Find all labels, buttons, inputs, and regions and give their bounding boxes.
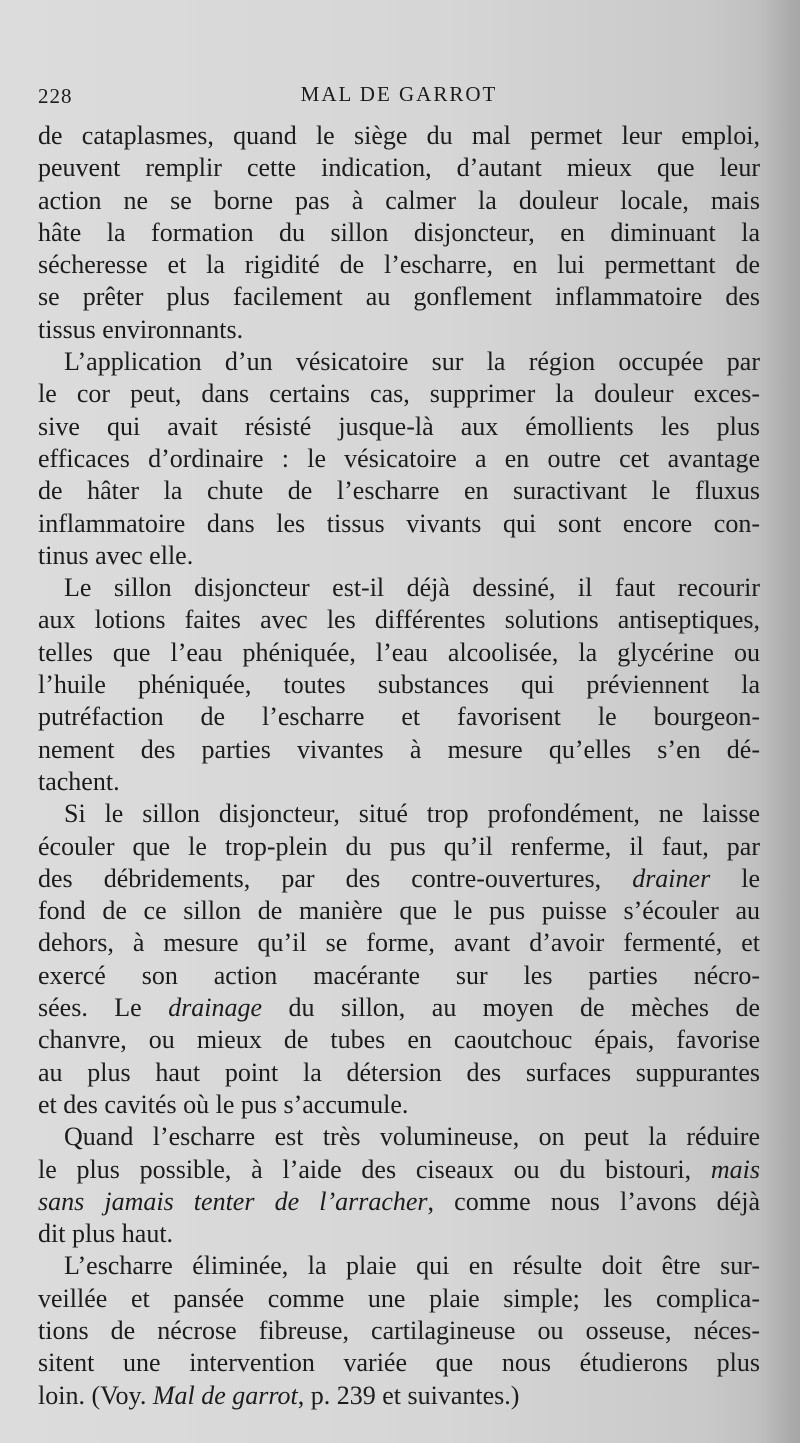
text-line: au plus haut point la détersion des surfaces suppurantes [38,1057,760,1087]
text-line: fond de ce sillon de manière que le pus puisse s’écouler au [38,896,760,926]
italic-term: drainer [632,863,711,893]
text-line: Si le sillon disjoncteur, situé trop profondément, ne laisse [64,799,760,829]
text-run: loin. (Voy. [38,1380,153,1410]
text-line: exercé son action macérante sur les parties nécro- [38,960,760,990]
text-run: , comme nous l’avons déjà [427,1186,760,1216]
text-line: chanvre, ou mieux de tubes en caoutchouc épais, favorise [38,1025,760,1055]
paragraph-1 [38,120,760,346]
text-line [38,1380,760,1412]
text-line: de hâter la chute de l’escharre en suractivant le fluxus [38,476,760,506]
italic-phrase: sans jamais tenter de l’arracher [38,1186,428,1216]
text-line: action ne se borne pas à calmer la douleur locale, mais [38,185,760,215]
text-line: sitent une intervention variée que nous étudierons plus [38,1348,760,1378]
italic-term: Mal de garrot [152,1380,298,1410]
paragraph-2 [38,346,760,572]
text-line: l’huile phéniquée, toutes substances qui préviennent la [38,670,760,700]
paragraph-5 [38,1121,760,1250]
paragraph-4 [38,798,760,1121]
page-number: 228 [38,84,73,108]
text-line: veillée et pansée comme une plaie simple; les complica- [38,1283,760,1313]
text-line: le cor peut, dans certains cas, supprimer la douleur exces- [38,379,760,409]
text-line: tions de nécrose fibreuse, cartilagineuse ou osseuse, néces- [38,1315,760,1345]
text-line [38,1154,760,1186]
text-line: tinus avec elle. [38,540,194,570]
text-line: Quand l’escharre est très volumineuse, on peut la réduire [64,1122,760,1152]
text-line: Le sillon disjoncteur est-il déjà dessiné, il faut recourir [64,573,760,603]
text-run: , p. 239 et suivantes.) [297,1380,520,1410]
text-line [38,863,760,895]
text-line: dehors, à mesure qu’il se forme, avant d’avoir fermenté, et [38,928,760,958]
text-line: sive qui avait résisté jusque-là aux émollients les plus [38,411,760,441]
text-line: telles que l’eau phéniquée, l’eau alcoolisée, la glycérine ou [38,637,760,667]
text-line: sécheresse et la rigidité de l’escharre, en lui permettant de [38,250,760,280]
italic-term: mais [710,1154,760,1184]
page-header [38,82,760,112]
text-line: L’escharre éliminée, la plaie qui en résulte doit être sur- [64,1251,760,1281]
italic-term: drainage [168,993,263,1023]
text-line: efficaces d’ordinaire : le vésicatoire a en outre cet avantage [38,443,760,473]
text-line: de cataplasmes, quand le siège du mal permet leur emploi, [38,121,760,150]
text-line: nement des parties vivantes à mesure qu’elles s’en dé- [38,734,760,764]
text-line: dit plus haut. [38,1219,174,1249]
text-line: inflammatoire dans les tissus vivants qui sont encore con- [38,508,760,538]
text-run: sées. Le [38,993,169,1023]
text-line: se prêter plus facilement au gonflement inflammatoire des [38,282,760,312]
text-line: écouler que le trop-plein du pus qu’il renferme, il faut, par [38,831,760,861]
text-line: tachent. [38,766,120,796]
text-line: putréfaction de l’escharre et favorisent le bourgeon- [38,702,760,732]
paragraph-3 [38,572,760,798]
text-line: et des cavités où le pus s’accumule. [38,1089,409,1119]
body-text [38,120,760,1412]
text-run: des débridements, par des contre-ouvertures, [38,863,633,893]
text-line [38,992,760,1024]
text-run: le plus possible, à l’aide des ciseaux ou du bistouri, [38,1154,711,1184]
text-line: aux lotions faites avec les différentes solutions antiseptiques, [38,605,760,635]
text-line [38,1186,760,1218]
text-run: le [710,863,760,893]
paragraph-6 [38,1250,760,1411]
text-line: L’application d’un vésicatoire sur la région occupée par [64,347,760,377]
text-line: peuvent remplir cette indication, d’autant mieux que leur [38,153,760,183]
text-run: du sillon, au moyen de mèches de [262,993,760,1023]
text-line: tissus environnants. [38,314,244,344]
text-line: hâte la formation du sillon disjoncteur, en diminuant la [38,217,760,247]
running-title: MAL DE GARROT [300,82,498,106]
